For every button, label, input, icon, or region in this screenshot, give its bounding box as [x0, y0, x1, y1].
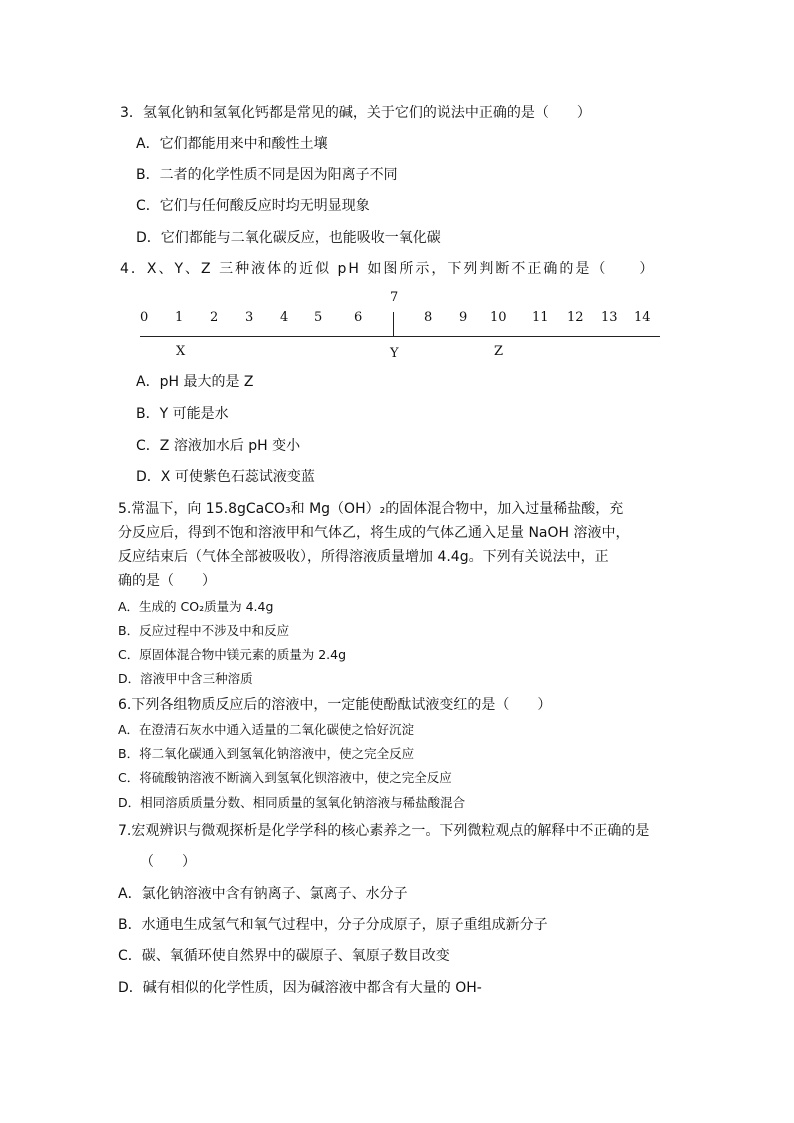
q7-stem-line-1: 7.宏观辨识与微观探析是化学学科的核心素养之一。下列微粒观点的解释中不正确的是 [118, 823, 650, 839]
q5-option-a: A．生成的 CO₂质量为 4.4g [118, 599, 274, 614]
q3-option-a: A．它们都能用来中和酸性土壤 [136, 136, 328, 152]
ph-scale-diagram [120, 286, 680, 366]
q6-option-c: C．将硫酸钠溶液不断滴入到氢氧化钡溶液中，使之完全反应 [118, 770, 452, 785]
ph-tick-12: 12 [567, 310, 584, 325]
ph-tick-9: 9 [459, 310, 468, 325]
q3-stem: 3．氢氧化钠和氢氧化钙都是常见的碱，关于它们的说法中正确的是（ ） [120, 105, 591, 121]
q5-option-d: D．溶液甲中含三种溶质 [118, 671, 253, 686]
q5-stem-line-4: 确的是（ ） [118, 573, 216, 589]
q5-option-c: C．原固体混合物中镁元素的质量为 2.4g [118, 647, 347, 662]
q5-stem-line-1: 5.常温下，向 15.8gCaCO₃和 Mg（OH）₂的固体混合物中，加入过量稀盐酸，充 [118, 501, 624, 517]
ph-tick-3: 3 [245, 310, 254, 325]
q6-option-d: D．相同溶质质量分数、相同质量的氢氧化钠溶液与稀盐酸混合 [118, 795, 466, 810]
q4-option-c: C．Z 溶液加水后 pH 变小 [136, 438, 301, 454]
q7-option-a: A．氯化钠溶液中含有钠离子、氯离子、水分子 [118, 886, 408, 902]
q7-stem-line-2: （ ） [140, 854, 196, 870]
ph-tick-10: 10 [490, 310, 507, 325]
q5-stem-line-2: 分反应后，得到不饱和溶液甲和气体乙，将生成的气体乙通入足量 NaOH 溶液中， [118, 525, 630, 541]
ph-tick-0: 0 [140, 310, 149, 325]
q5-stem-line-3: 反应结束后（气体全部被吸收），所得溶液质量增加 4.4g。下列有关说法中，正 [118, 549, 609, 565]
ph-tick-14: 14 [634, 310, 651, 325]
q4-option-d: D．X 可使紫色石蕊试液变蓝 [136, 469, 315, 485]
ph-tick-2: 2 [210, 310, 219, 325]
q7-option-d: D．碱有相似的化学性质，因为碱溶液中都含有大量的 OH- [118, 980, 482, 996]
ph-tick-5: 5 [314, 310, 323, 325]
q4-option-a: A．pH 最大的是 Z [136, 374, 254, 390]
q7-option-c: C．碳、氧循环使自然界中的碳原子、氧原子数目改变 [118, 948, 450, 964]
ph-tick-7: 7 [390, 290, 399, 305]
ph-neutral-mark [393, 312, 394, 336]
q6-option-b: B．将二氧化碳通入到氢氧化钠溶液中，使之完全反应 [118, 746, 415, 761]
ph-tick-8: 8 [424, 310, 433, 325]
ph-tick-13: 13 [601, 310, 618, 325]
ph-tick-1: 1 [175, 310, 184, 325]
q6-option-a: A．在澄清石灰水中通入适量的二氧化碳使之恰好沉淀 [118, 722, 415, 737]
q3-option-b: B．二者的化学性质不同是因为阳离子不同 [136, 167, 398, 183]
ph-tick-11: 11 [532, 310, 549, 325]
q4-option-b: B．Y 可能是水 [136, 406, 229, 422]
q5-option-b: B．反应过程中不涉及中和反应 [118, 623, 290, 638]
q3-option-d: D．它们都能与二氧化碳反应，也能吸收一氧化碳 [136, 230, 441, 246]
ph-axis-line [140, 336, 660, 337]
q6-stem: 6.下列各组物质反应后的溶液中，一定能使酚酞试液变红的是（ ） [118, 697, 552, 713]
ph-label-y: Y [390, 346, 399, 361]
ph-label-z: Z [494, 344, 504, 359]
ph-label-x: X [176, 344, 186, 359]
q4-stem: 4．X、Y、Z 三种液体的近似 pH 如图所示，下列判断不正确的是（ ） [120, 261, 656, 277]
ph-tick-6: 6 [354, 310, 363, 325]
q3-option-c: C．它们与任何酸反应时均无明显现象 [136, 198, 370, 214]
ph-tick-4: 4 [280, 310, 289, 325]
q7-option-b: B．水通电生成氢气和氧气过程中，分子分成原子，原子重组成新分子 [118, 917, 548, 933]
